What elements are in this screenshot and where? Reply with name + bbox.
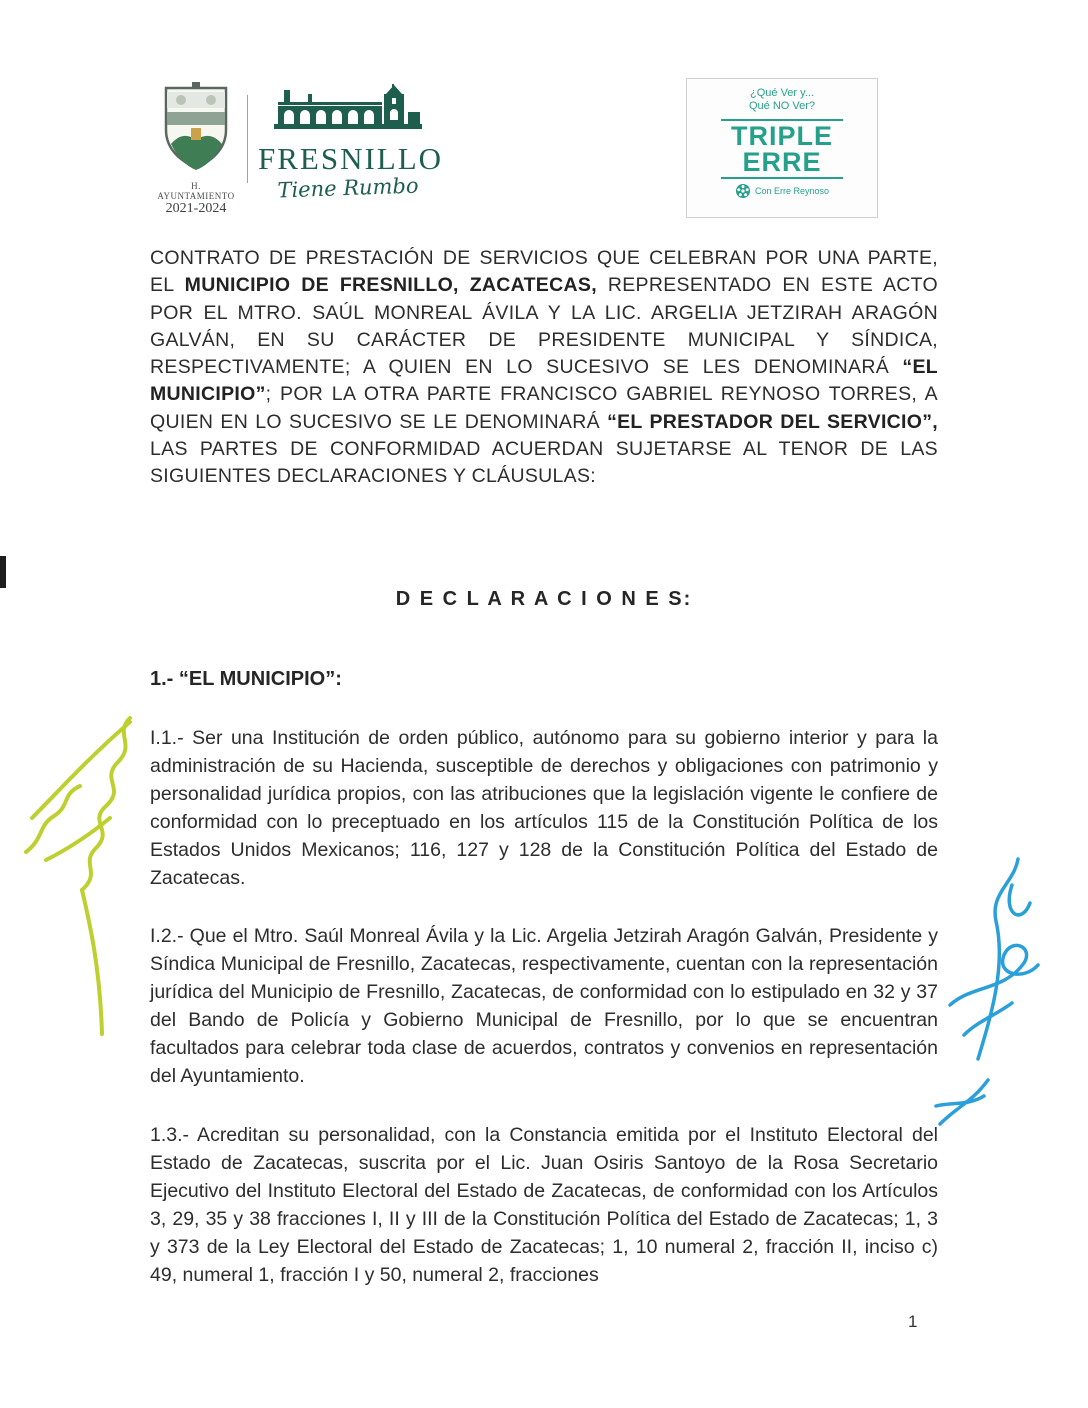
crest-caption-line2: 2021-2024 <box>165 201 227 216</box>
intro-paragraph <box>150 245 938 491</box>
intro-segment-4-bold: “EL MUNICIPIO” <box>150 356 938 406</box>
fresnillo-logo-tagline: Tiene Rumbo <box>277 173 419 203</box>
municipal-crest-block <box>152 82 240 217</box>
scan-artifact <box>0 556 6 588</box>
clause-i2-paragraph: I.2.- Que el Mtro. Saúl Monreal Ávila y la Lic. Argelia Jetzirah Aragón Galván, Presidente y Síndica Municipal de Fresnillo, Zacatecas, respectivamente, cuentan con la representación jurídica del Municipio de Fresnillo, Zacatecas, de conformidad con lo estipulado en 32 y 37 del Bando de Policía y Gobierno Municipal de Fresnillo, por lo que se encuentran facultados para celebrar toda clase de acuerdos, contratos y convenios en representación del Ayuntamiento. <box>150 925 938 1087</box>
fresnillo-logo-title: FRESNILLO <box>258 141 444 176</box>
triple-erre-logo <box>686 78 878 218</box>
declaraciones-heading: D E C L A R A C I O N E S: <box>395 588 693 610</box>
clause-i1-paragraph: I.1.- Ser una Institución de orden público, autónomo para su gobierno interior y para la administración de su Hacienda, susceptible de derechos y obligaciones con patrimonio y personalidad jurídica propios, con las atribuciones que la legislación vigente le confiere de conformidad con lo preceptuado en los artículos 115 de la Constitución Política de los Estados Unidos Mexicanos; 116, 127 y 128 de la Constitución Política del Estado de Zacatecas. <box>150 727 938 889</box>
triple-erre-subtitle: Con Erre Reynoso <box>754 186 830 196</box>
triple-erre-subtitle-row <box>687 183 877 199</box>
triple-erre-brand-line1: TRIPLE <box>730 121 833 151</box>
signature-handwritten-left <box>18 700 163 1060</box>
fresnillo-building-icon <box>268 84 428 136</box>
intro-segment-1: CONTRATO DE PRESTACIÓN DE SERVICIOS QUE CELEBRAN POR UNA PARTE, EL <box>150 247 938 297</box>
intro-segment-2-bold: MUNICIPIO DE FRESNILLO, ZACATECAS, <box>184 274 597 297</box>
municipal-crest-icon <box>159 82 233 174</box>
triple-erre-tagline-line2: Qué NO Ver? <box>748 100 816 112</box>
signature-mark-right-lower <box>928 1072 998 1132</box>
header-divider <box>247 95 248 183</box>
crest-caption-line1: H. AYUNTAMIENTO <box>157 181 235 201</box>
film-reel-icon <box>735 183 751 199</box>
page-number: 1 <box>908 1312 918 1331</box>
intro-segment-6-bold: “EL PRESTADOR DEL SERVICIO”, <box>607 410 938 433</box>
triple-erre-brand-line2: ERRE <box>742 147 822 177</box>
fresnillo-logo <box>258 84 444 203</box>
signature-handwritten-right <box>912 845 1062 1075</box>
triple-erre-tagline-line1: ¿Qué Ver y... <box>750 87 814 99</box>
intro-segment-5: ; POR LA OTRA PARTE FRANCISCO GABRIEL REYNOSO TORRES, A QUIEN EN LO SUCESIVO SE LE DENOMINARÁ <box>150 383 938 433</box>
triple-erre-brand <box>721 119 843 179</box>
intro-segment-7: LAS PARTES DE CONFORMIDAD ACUERDAN SUJETARSE AL TENOR DE LAS SIGUIENTES DECLARACIONES Y CLÁUSULAS: <box>150 438 938 488</box>
intro-segment-3: REPRESENTADO EN ESTE ACTO POR EL MTRO. SAÚL MONREAL ÁVILA Y LA LIC. ARGELIA JETZIRAH ARAGÓN GALVÁN, EN SU CARÁCTER DE PRESIDENTE MUNICIPAL Y SÍNDICA, RESPECTIVAMENTE; A QUIEN EN LO SUCESIVO SE LES DENOMINARÁ <box>150 274 939 379</box>
section1-heading: 1.- “EL MUNICIPIO”: <box>150 668 342 690</box>
clause-i3-paragraph: 1.3.- Acreditan su personalidad, con la Constancia emitida por el Instituto Electoral del Estado de Zacatecas, suscrita por el Lic. Juan Osiris Santoyo de la Rosa Secretario Ejecutivo del Instituto Electoral del Estado de Zacatecas, de conformidad con los Artículos 3, 29, 35 y 38 fracciones I, II y III de la Constitución Política del Estado de Zacatecas; 1, 3 y 373 de la Ley Electoral del Estado de Zacatecas; 1, 10 numeral 2, fracción II, inciso c) 49, numeral 1, fracción I y 50, numeral 2, fracciones <box>150 1124 938 1286</box>
